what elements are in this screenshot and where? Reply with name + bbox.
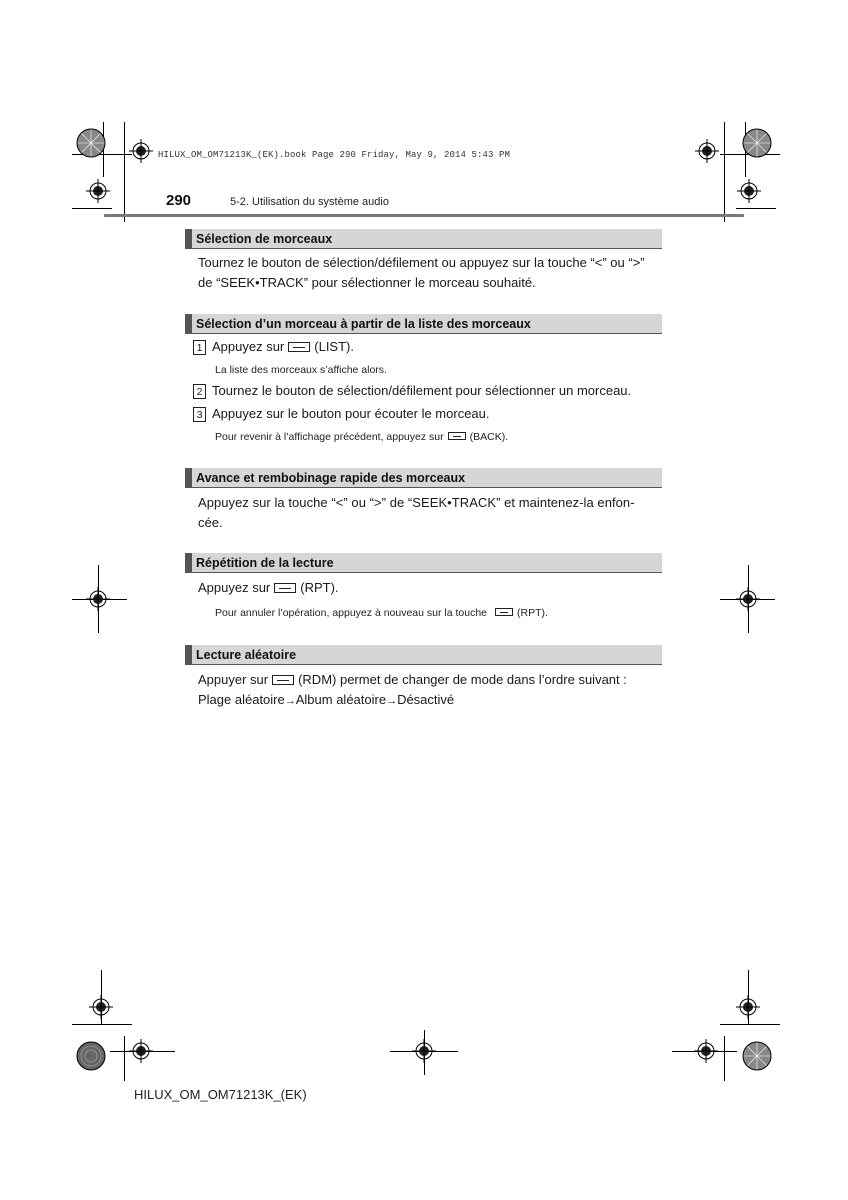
- paragraph-repeat: [198, 578, 660, 598]
- note-list-display: La liste des morceaux s’affiche alors.: [215, 364, 387, 376]
- text-line: Tournez le bouton de sélection/défilement ou appuyez sur la touche “<” ou “>”: [198, 255, 645, 270]
- header-rule: [104, 214, 744, 217]
- crosshair-icon: [89, 995, 113, 1019]
- footer-doc-id: HILUX_OM_OM71213K_(EK): [134, 1087, 307, 1102]
- crosshair-icon: [736, 995, 760, 1019]
- chapter-title: 5-2. Utilisation du système audio: [230, 196, 389, 208]
- mode-item: Album aléatoire: [295, 691, 387, 707]
- step-text: Appuyez sur le bouton pour écouter le morceau.: [212, 406, 490, 421]
- crosshair-icon: [736, 587, 760, 611]
- step-text: Tournez le bouton de sélection/défilement pour sélectionner un morceau.: [212, 383, 632, 398]
- step-text: (LIST).: [314, 339, 354, 354]
- section-heading-list-selection: [185, 314, 662, 334]
- step-number: 2: [193, 384, 206, 399]
- note-text: (BACK).: [469, 431, 509, 443]
- section-marker: [185, 314, 192, 333]
- crosshair-icon: [695, 139, 719, 163]
- note-repeat-cancel: [215, 607, 548, 619]
- step-1: [193, 339, 354, 355]
- text-line: Appuyez sur la touche “<” ou “>” de “SEEK•TRACK” et maintenez-la enfon-: [198, 495, 635, 510]
- text-line: Appuyez sur: [198, 580, 271, 595]
- crosshair-icon: [412, 1039, 436, 1063]
- step-text: Appuyez sur: [212, 339, 285, 354]
- step-2: [193, 383, 631, 399]
- registration-rosette-icon: [76, 128, 106, 158]
- text-line: [198, 670, 660, 690]
- mode-item: Plage aléatoire: [198, 691, 285, 707]
- paragraph-fast-forward: [198, 493, 660, 532]
- note-text: Pour annuler l’opération, appuyez à nouveau sur la touche: [215, 607, 488, 619]
- section-title: Lecture aléatoire: [196, 648, 297, 662]
- section-title: Sélection de morceaux: [196, 232, 333, 246]
- registration-rosette-icon: [742, 128, 772, 158]
- section-marker: [185, 229, 192, 248]
- text-fragment: (RDM) permet de changer de mode dans l’ordre suivant :: [298, 672, 627, 687]
- list-button-icon: [288, 342, 310, 352]
- crosshair-icon: [129, 1039, 153, 1063]
- arrow-right-icon: →: [284, 694, 296, 707]
- crosshair-icon: [86, 179, 110, 203]
- arrow-right-icon: →: [386, 694, 398, 707]
- rdm-button-icon: [272, 675, 294, 685]
- text-fragment: Appuyer sur: [198, 672, 269, 687]
- section-marker: [185, 553, 192, 572]
- section-title: Avance et rembobinage rapide des morceaux: [196, 471, 466, 485]
- paragraph-track-selection: [198, 253, 660, 292]
- section-marker: [185, 645, 192, 664]
- rpt-button-icon: [274, 583, 296, 593]
- note-text: (RPT).: [517, 607, 548, 619]
- step-3: [193, 406, 490, 422]
- crosshair-icon: [86, 587, 110, 611]
- crosshair-icon: [694, 1039, 718, 1063]
- step-number: 1: [193, 340, 206, 355]
- text-line: cée.: [198, 514, 223, 530]
- text-line: (RPT).: [300, 580, 339, 595]
- section-heading-track-selection: [185, 229, 662, 249]
- registration-rosette-icon: [76, 1041, 106, 1071]
- section-heading-fast-forward: [185, 468, 662, 488]
- section-heading-repeat: [185, 553, 662, 573]
- section-title: Sélection d’un morceau à partir de la liste des morceaux: [196, 317, 531, 331]
- section-title: Répétition de la lecture: [196, 556, 334, 570]
- step-number: 3: [193, 407, 206, 422]
- file-info: HILUX_OM_OM71213K_(EK).book Page 290 Friday, May 9, 2014 5:43 PM: [158, 150, 511, 160]
- crosshair-icon: [129, 139, 153, 163]
- paragraph-random: [198, 670, 660, 711]
- mode-item: Désactivé: [397, 691, 455, 707]
- note-back: [215, 431, 508, 443]
- rpt-button-icon: [495, 608, 513, 616]
- text-line: de “SEEK•TRACK” pour sélectionner le morceau souhaité.: [198, 274, 536, 290]
- back-button-icon: [448, 432, 466, 440]
- note-text: Pour revenir à l’affichage précédent, appuyez sur: [215, 431, 444, 443]
- section-heading-random: [185, 645, 662, 665]
- section-marker: [185, 468, 192, 487]
- mode-sequence: [198, 690, 660, 712]
- crosshair-icon: [737, 179, 761, 203]
- registration-rosette-icon: [742, 1041, 772, 1071]
- page-number: 290: [166, 192, 192, 209]
